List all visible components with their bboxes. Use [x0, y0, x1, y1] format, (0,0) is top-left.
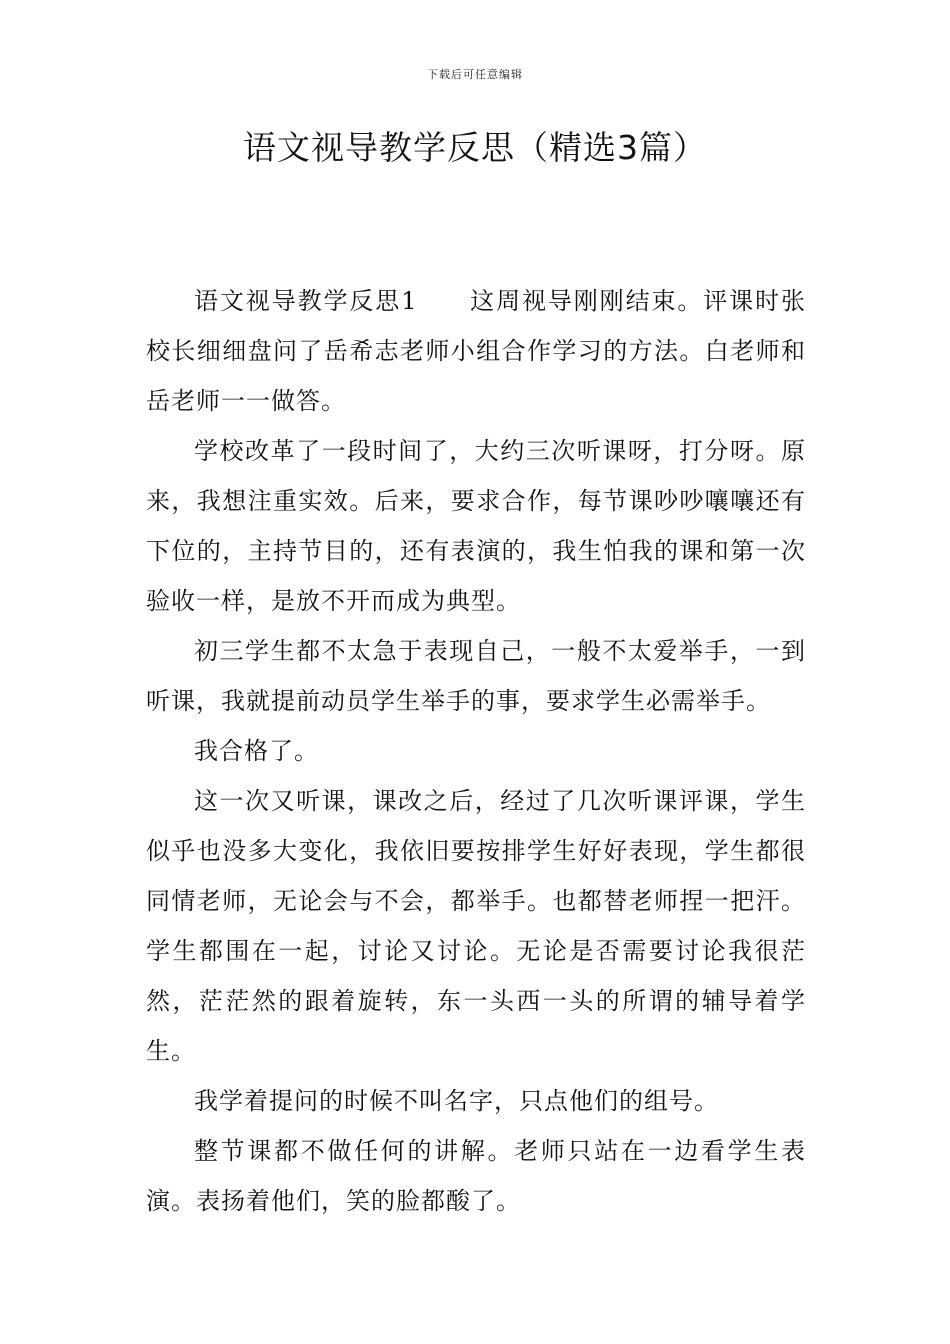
document-title: 语文视导教学反思（精选3篇） [243, 128, 707, 167]
page-header: 下载后可任意编辑 [427, 68, 523, 81]
paragraph-3: 初三学生都不太急于表现自己，一般不太爱举手，一到听课，我就提前动员学生举手的事，要求学生必需举手。 [146, 637, 806, 715]
paragraph-7: 整节课都不做任何的讲解。老师只站在一边看学生表演。表扬着他们，笑的脸都酸了。 [146, 1137, 806, 1215]
paragraph-2: 学校改革了一段时间了，大约三次听课呀，打分呀。原来，我想注重实效。后来，要求合作，每节课吵吵嚷嚷还有下位的，主持节目的，还有表演的，我生怕我的课和第一次验收一样，是放不开而成为典型。 [146, 437, 806, 615]
document-body [146, 276, 806, 1226]
paragraph-5: 这一次又听课，课改之后，经过了几次听课评课，学生似乎也没多大变化，我依旧要按排学生好好表现，学生都很同情老师，无论会与不会，都举手。也都替老师捏一把汗。学生都围在一起，讨论又讨论。无论是否需要讨论我很茫然，茫茫然的跟着旋转，东一头西一头的所谓的辅导着学生。 [146, 787, 806, 1065]
paragraph-6: 我学着提问的时候不叫名字，只点他们的组号。 [194, 1087, 719, 1115]
paragraph-4: 我合格了。 [194, 737, 319, 765]
paragraph-1: 语文视导教学反思1 这周视导刚刚结束。评课时张校长细细盘问了岳希志老师小组合作学习的方法。白老师和岳老师一一做答。 [146, 287, 806, 415]
